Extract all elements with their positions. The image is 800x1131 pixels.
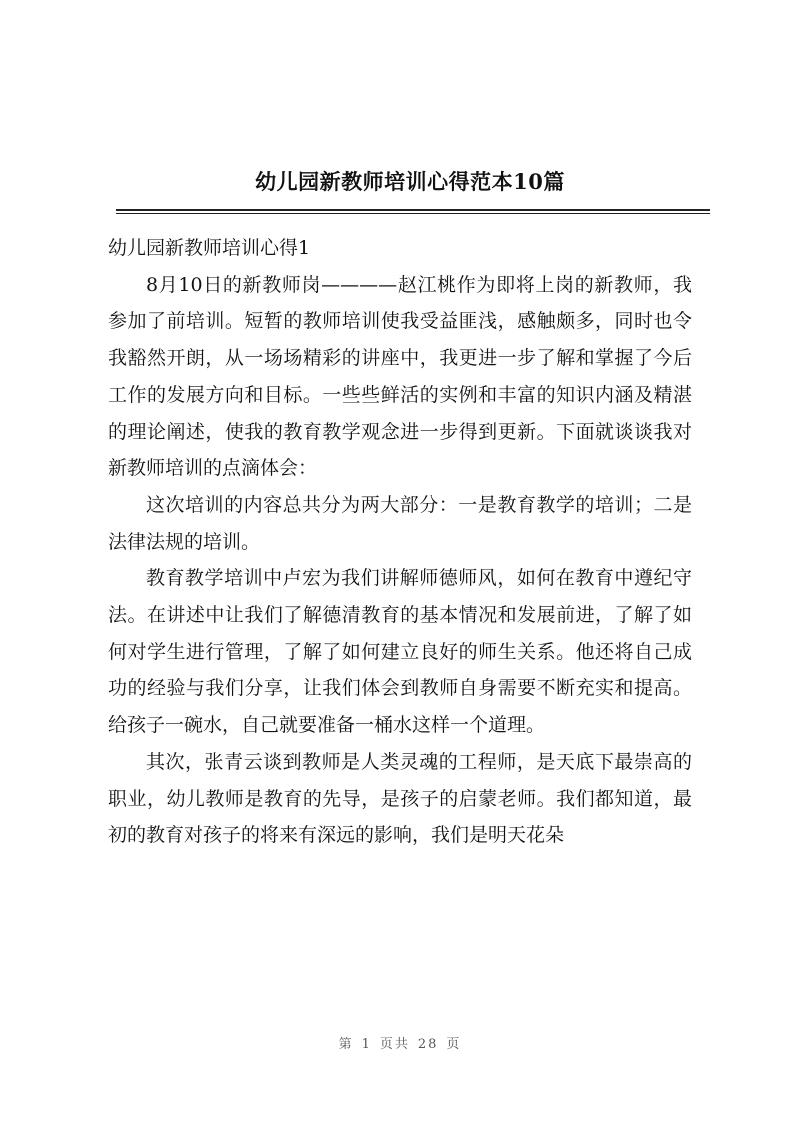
paragraph-4: 其次，张青云谈到教师是人类灵魂的工程师，是天底下最崇高的职业，幼儿教师是教育的先导，是孩子的启蒙老师。我们都知道，最初的教育对孩子的将来有深远的影响，我们是明天花朵 [108,750,692,847]
title-divider-thick [116,209,710,211]
footer-page-number: 1 [361,1037,372,1052]
footer-prefix: 第 [338,1037,354,1052]
paragraph-1: 8月10日的新教师岗————赵江桃作为即将上岗的新教师，我参加了前培训。短暂的教师培训使我受益匪浅，感触颇多，同时也令我豁然开朗，从一场场精彩的讲座中，我更进一步了解和掌握了今后工作的发展方向和目标。一些些鲜活的实例和丰富的知识内涵及精湛的理论阐述，使我的教育教学观念进一步得到更新。下面就谈谈我对新教师培训的点滴体会： [108,273,692,480]
document-title: 幼儿园新教师培训心得范本10篇 [255,169,565,194]
title-divider-thin [116,213,710,214]
document-body [108,230,692,854]
page-footer [0,1033,800,1052]
footer-mid: 页共 [379,1037,410,1052]
paragraph-3: 教育教学培训中卢宏为我们讲解师德师风，如何在教育中遵纪守法。在讲述中让我们了解德清教育的基本情况和发展前进，了解了如何对学生进行管理，了解了如何建立良好的师生关系。他还将自己成功的经验与我们分享，让我们体会到教师自身需要不断充实和提高。给孩子一碗水，自己就要准备一桶水这样一个道理。 [108,567,692,737]
footer-total-pages: 28 [417,1037,439,1052]
section-heading: 幼儿园新教师培训心得1 [108,237,311,259]
paragraph-2: 这次培训的内容总共分为两大部分：一是教育教学的培训；二是法律法规的培训。 [108,493,692,553]
footer-suffix: 页 [446,1037,462,1052]
